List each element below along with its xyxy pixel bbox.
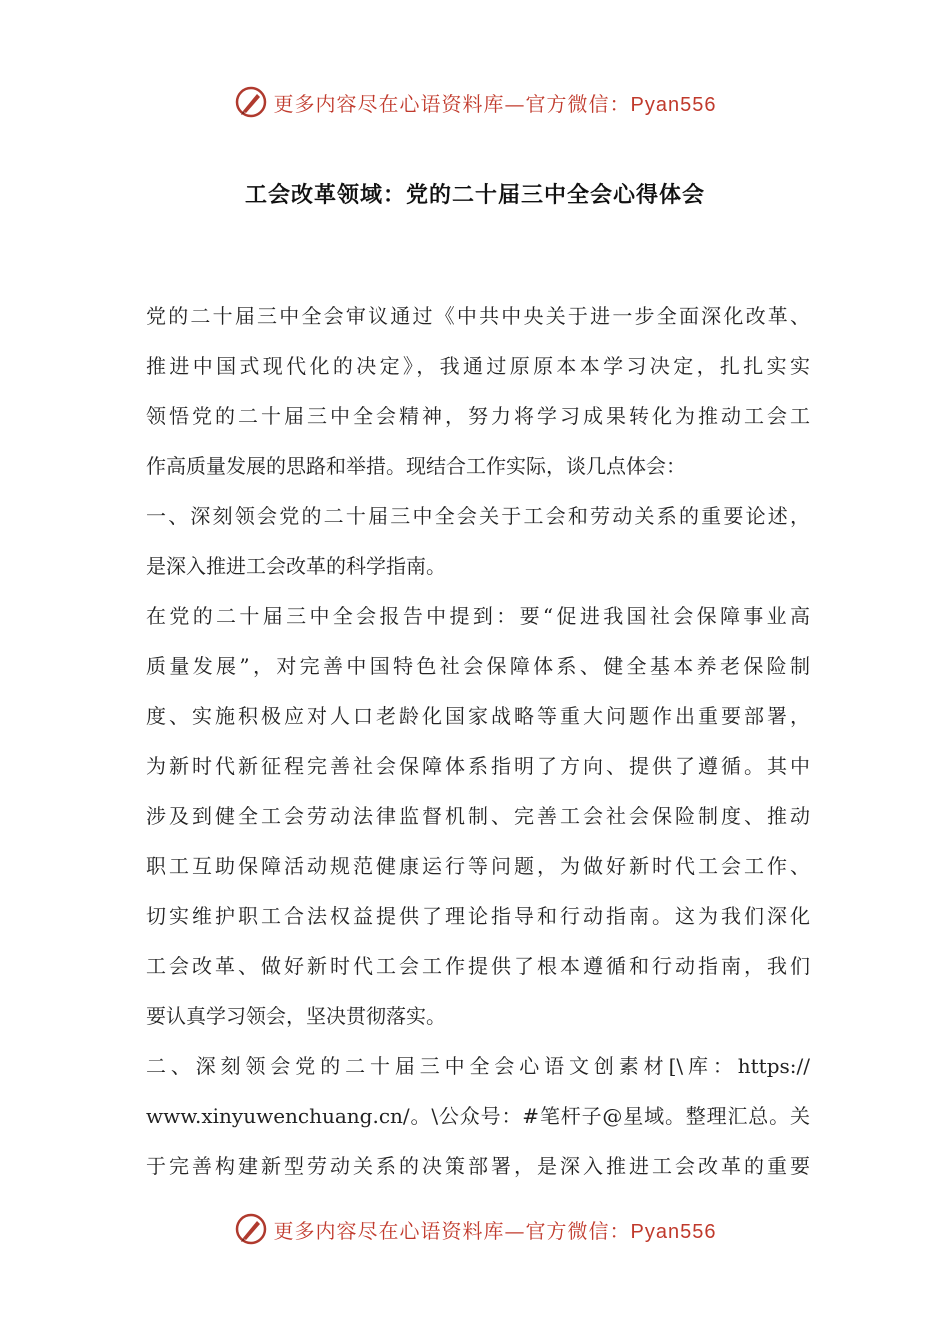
watermark-text: 更多内容尽在心语资料库—官方微信：Pyan556 <box>273 1218 717 1243</box>
text-line: 质量发展”，对完善中国特色社会保障体系、健全基本养老保险制 <box>146 654 810 678</box>
text-line: 切实维护职工合法权益提供了理论指导和行动指南。这为我们深化 <box>146 904 810 928</box>
text-line: 领悟党的二十届三中全会精神，努力将学习成果转化为推动工会工 <box>146 404 810 428</box>
text-line: 于完善构建新型劳动关系的决策部署，是深入推进工会改革的重要 <box>146 1154 810 1178</box>
text-line: 要认真学习领会，坚决贯彻落实。 <box>146 1004 446 1028</box>
text-line: 为新时代新征程完善社会保障体系指明了方向、提供了遵循。其中 <box>146 754 810 778</box>
text-line: www.xinyuwenchuang.cn/。\公众号：#笔杆子@星域。整理汇总。关 <box>146 1104 810 1128</box>
pen-logo-icon <box>234 85 268 119</box>
text-line: 党的二十届三中全会审议通过《中共中央关于进一步全面深化改革、 <box>146 304 810 328</box>
text-line: 涉及到健全工会劳动法律监督机制、完善工会社会保险制度、推动 <box>146 804 810 828</box>
document-title: 工会改革领域：党的二十届三中全会心得体会 <box>244 182 705 208</box>
text-line: 工会改革、做好新时代工会工作提供了根本遵循和行动指南，我们 <box>146 954 810 978</box>
text-line: 在党的二十届三中全会报告中提到：要“促进我国社会保障事业高 <box>146 604 810 628</box>
footer-watermark <box>0 1209 950 1249</box>
text-line: 作高质量发展的思路和举措。现结合工作实际，谈几点体会： <box>146 454 686 478</box>
text-line: 职工互助保障活动规范健康运行等问题，为做好新时代工会工作、 <box>146 854 810 878</box>
text-line: 推进中国式现代化的决定》，我通过原原本本学习决定，扎扎实实 <box>146 354 810 378</box>
watermark-text: 更多内容尽在心语资料库—官方微信：Pyan556 <box>273 91 717 116</box>
header-watermark <box>0 82 950 122</box>
document-body <box>146 291 810 1191</box>
text-line: 二、深刻领会党的二十届三中全会心语文创素材[\库：https:// <box>146 1054 810 1078</box>
text-line: 度、实施积极应对人口老龄化国家战略等重大问题作出重要部署， <box>146 704 810 728</box>
text-line: 一、深刻领会党的二十届三中全会关于工会和劳动关系的重要论述， <box>146 504 810 528</box>
text-line: 是深入推进工会改革的科学指南。 <box>146 554 446 578</box>
pen-logo-icon <box>234 1212 268 1246</box>
